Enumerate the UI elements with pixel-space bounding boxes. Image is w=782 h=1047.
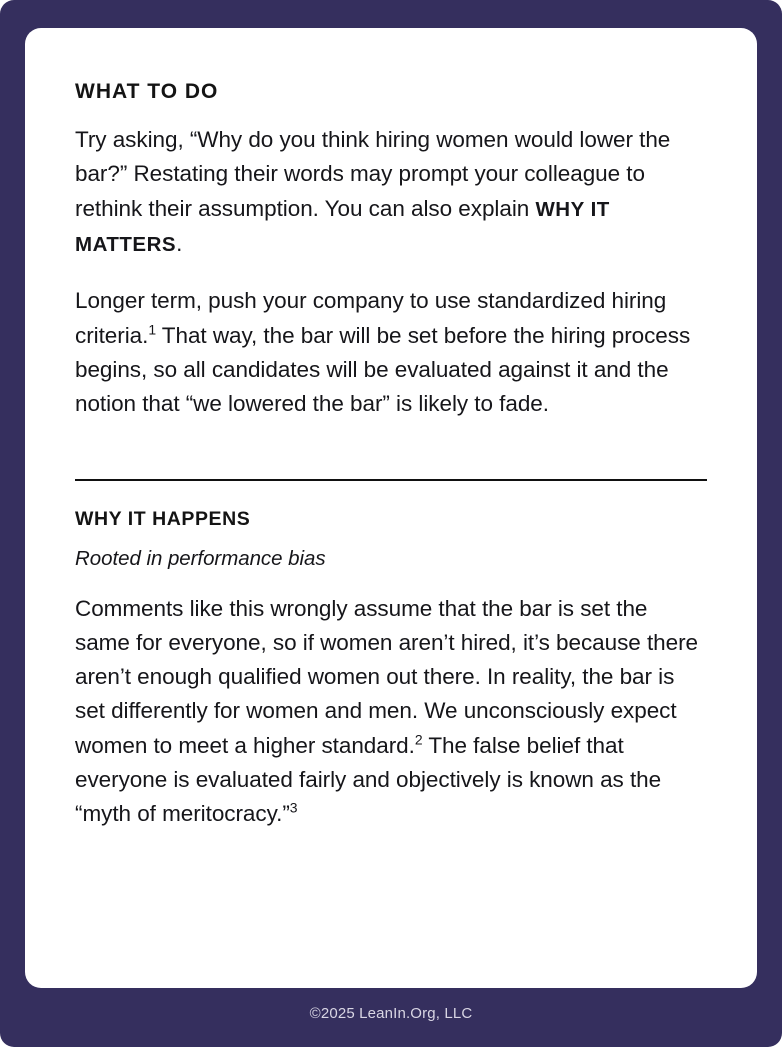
spacer-before-divider bbox=[75, 443, 707, 449]
footnote-marker: 3 bbox=[289, 799, 298, 816]
section-heading-why-it-happens: WHY IT HAPPENS bbox=[75, 508, 251, 531]
paragraph-what-to-do-1: Try asking, “Why do you think hiring women would lower the bar?” Restating their words may prompt your colleague to rethink their assumption. You can also explain WHY IT MATTERS. bbox=[75, 127, 671, 256]
card-inner bbox=[75, 80, 707, 832]
footer-copyright: ©2025 LeanIn.Org, LLC bbox=[309, 1005, 473, 1022]
subheading-rooted-in-performance-bias: Rooted in performance bias bbox=[75, 546, 326, 570]
paragraph-what-to-do-2: Longer term, push your company to use standardized hiring criteria.$^1$ That way, the bar will be set before the hiring process begins, so all candidates will be evaluated against it and the notion that “we lowered the bar” is likely to fade. bbox=[75, 288, 691, 417]
footnote-marker: 2 bbox=[414, 731, 423, 748]
section-divider bbox=[75, 479, 707, 481]
inline-emphasis: WHY IT MATTERS bbox=[75, 197, 610, 256]
content-card bbox=[25, 28, 757, 988]
footnote-marker: 1 bbox=[148, 321, 157, 338]
section-heading-what-to-do: WHAT TO DO bbox=[75, 80, 219, 103]
paragraph-why-it-happens-1: Comments like this wrongly assume that the bar is set the same for everyone, so if women aren’t hired, it’s because there aren’t enough qualified women out there. In reality, the bar is set differently for women and men. We unconsciously expect women to meet a higher standard.$^2$ The false belief that everyone is evaluated fairly and objectively is known as the “myth of meritocracy.”$^3$ bbox=[75, 595, 699, 827]
